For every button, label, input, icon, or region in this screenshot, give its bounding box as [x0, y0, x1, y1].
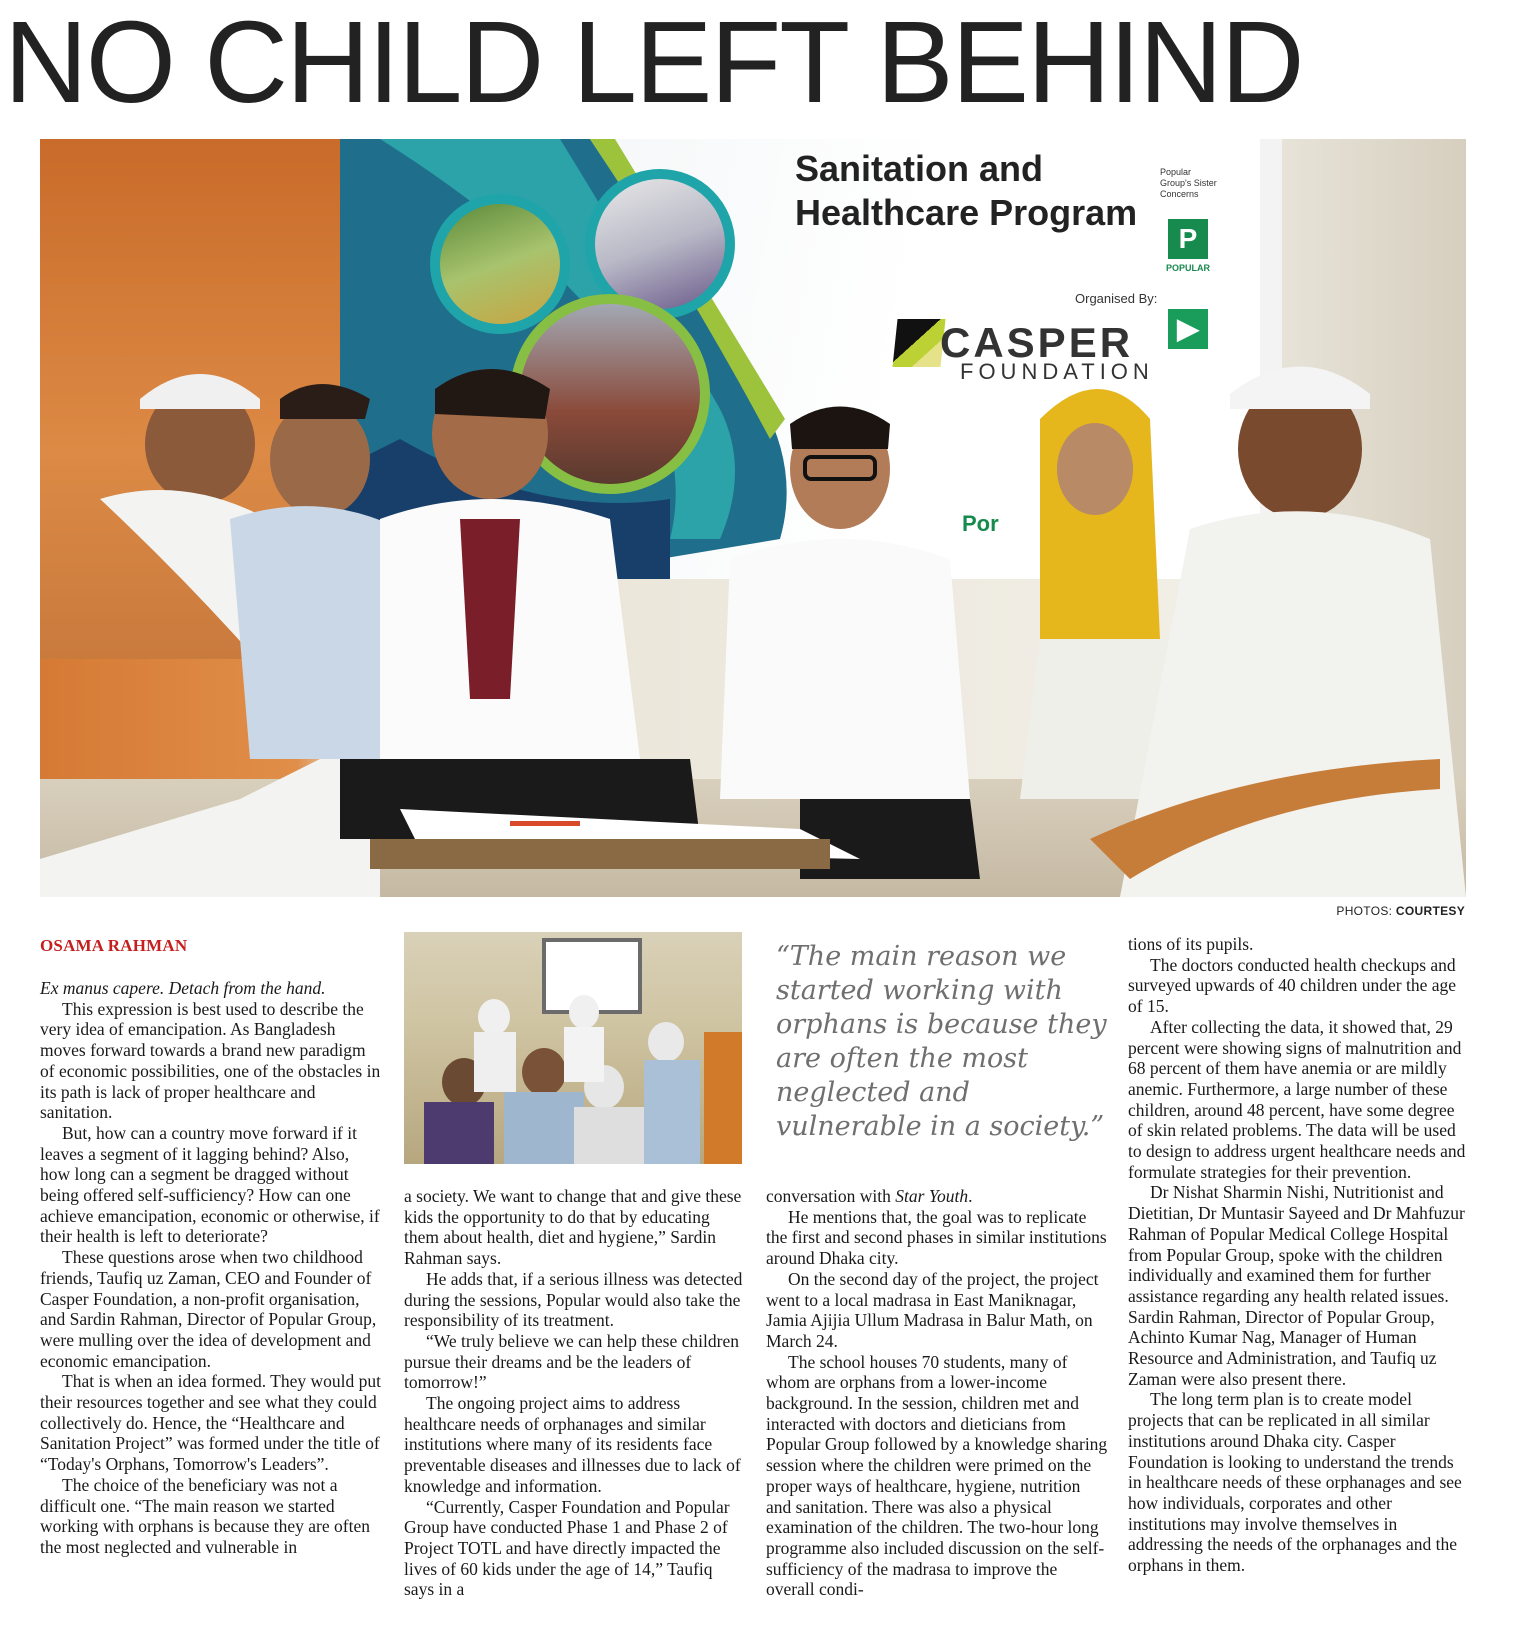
- popular-logo-icon: P: [1168, 219, 1208, 259]
- paragraph: But, how can a country move forward if it leaves a segment of it lagging behind? Also, how long can a segment be dragged without being offered self-sufficiency? How can one achieve emancipation, economic or otherwise, if their health is left to deteriorate?: [40, 1122, 380, 1247]
- paragraph: This expression is best used to describe the very idea of emancipation. As Bangladesh moves forward towards a brand new paradigm of economic possibilities, one of the obstacles in its path is lack of proper healthcare and sanitation.: [40, 998, 381, 1123]
- sister-concerns-label: Popular Group's Sister Concerns: [1160, 167, 1217, 199]
- popular-partial-text: Por: [962, 511, 999, 536]
- paragraph: [766, 1186, 1108, 1207]
- text-span: conversation with: [766, 1186, 896, 1206]
- photo-credit: [1336, 904, 1465, 918]
- paragraph: He adds that, if a serious illness was detected during the sessions, Popular would also take the responsibility of its treatment.: [404, 1268, 743, 1331]
- paragraph: The long term plan is to create model projects that can be replicated in all similar institutions around Dhaka city. Casper Foundation is looking to understand the trends in healthcare needs of these orphanages and see how individuals, corporates and other institutions may involve themselves in addressing the needs of the orphanages and the orphans in them.: [1128, 1389, 1462, 1576]
- organised-by-label: Organised By:: [1075, 291, 1158, 306]
- hero-photo: [40, 139, 1466, 897]
- column-1: [40, 978, 382, 1558]
- pull-quote: “The main reason we started working with orphans is because they are often the most neglected and vulnerable in a society.”: [776, 941, 1107, 1142]
- foundation-wordmark: FOUNDATION: [960, 359, 1154, 384]
- paragraph: The choice of the beneficiary was not a difficult one. “The main reason we started working with orphans is because they are often the most neglected and vulnerable in: [40, 1474, 370, 1557]
- column-4: [1128, 934, 1470, 1576]
- inset-photo: [404, 932, 742, 1164]
- casper-wordmark: CASPER: [940, 319, 1134, 366]
- text-span: .: [968, 1186, 973, 1206]
- paragraph: These questions arose when two childhood friends, Taufiq uz Zaman, CEO and Founder of Casper Foundation, a non-profit organisation, and Sardin Rahman, Director of Popular Group, were mulling over the idea of development and economic emancipation.: [40, 1247, 377, 1371]
- byline: OSAMA RAHMAN: [40, 936, 188, 955]
- paragraph: “Currently, Casper Foundation and Popular Group have conducted Phase 1 and Phase 2 of Project TOTL and have directly impacted the lives of 60 kids under the age of 14,” Taufiq says in a: [404, 1496, 730, 1600]
- paragraph: a society. We want to change that and give these kids the opportunity to do that by educating them about health, diet and hygiene,” Sardin Rahman says.: [404, 1186, 742, 1269]
- inset-children-illustration: [404, 932, 742, 1164]
- paragraph: The ongoing project aims to address healthcare needs of orphanages and similar institutions where many of its residents face preventable diseases and illnesses due to lack of knowledge and information.: [404, 1393, 741, 1496]
- paragraph: The school houses 70 students, many of whom are orphans from a lower-income background. In the session, children met and interacted with doctors and dieticians from Popular Group followed by a knowledge sharing session where the children were primed on the proper ways of healthcare, hygiene, nutrition and sanitation. There was also a physical examination of the children. The two-hour long programme also included discussion on the self-sufficiency of the madrasa to improve the overall condi-: [766, 1351, 1108, 1600]
- paragraph: “We truly believe we can help these children pursue their dreams and be the leaders of tomorrow!”: [404, 1330, 739, 1393]
- popular-label: POPULAR: [1166, 263, 1211, 273]
- banner-title-line-2: Healthcare Program: [795, 192, 1138, 233]
- paragraph: After collecting the data, it showed that, 29 percent were showing signs of malnutrition and 68 percent of them have anemia or are mildly anemic. Furthermore, a large number of these children, around 48 percent, have some degree of skin related problems. The data will be used to design to address urgent healthcare needs and formulate strategies for their prevention.: [1128, 1016, 1466, 1182]
- banner-title-line-1: Sanitation and: [795, 148, 1044, 189]
- photo-credit-name: COURTESY: [1395, 904, 1465, 918]
- people-illustration: [40, 339, 1466, 897]
- intro-line: Ex manus capere. Detach from the hand.: [40, 978, 326, 998]
- publication-name: Star Youth: [895, 1186, 969, 1206]
- paragraph: tions of its pupils.: [1128, 934, 1254, 954]
- photo-credit-prefix: PHOTOS:: [1336, 904, 1396, 918]
- column-3: [766, 1186, 1108, 1600]
- popular-logo-icon-2: ▶: [1168, 309, 1208, 349]
- paragraph: He mentions that, the goal was to replicate the first and second phases in similar institutions around Dhaka city.: [766, 1206, 1107, 1269]
- paragraph: Dr Nishat Sharmin Nishi, Nutritionist and Dietitian, Dr Muntasir Sayeed and Dr Mahfuzur Rahman of Popular Medical College Hospital from Popular Group, spoke with the children individually and examined them for further assistance regarding any health related issues. Sardin Rahman, Director of Popular Group, Achinto Kumar Nag, Manager of Human Resource and Administration, and Taufiq uz Zaman were also present there.: [1128, 1182, 1465, 1389]
- paragraph: On the second day of the project, the project went to a local madrasa in East Maniknagar, Jamia Ajijia Ullum Madrasa in Balur Math, on March 24.: [766, 1268, 1099, 1351]
- paragraph: The doctors conducted health checkups and surveyed upwards of 40 children under the age of 15.: [1128, 954, 1457, 1017]
- column-2: [404, 1186, 746, 1600]
- paragraph: That is when an idea formed. They would put their resources together and see what they could collectively do. Hence, the “Healthcare and Sanitation Project” was formed under the title of “Today's Orphans, Tomorrow's Leaders”.: [40, 1371, 381, 1475]
- headline: NO CHILD LEFT BEHIND: [4, 0, 1303, 124]
